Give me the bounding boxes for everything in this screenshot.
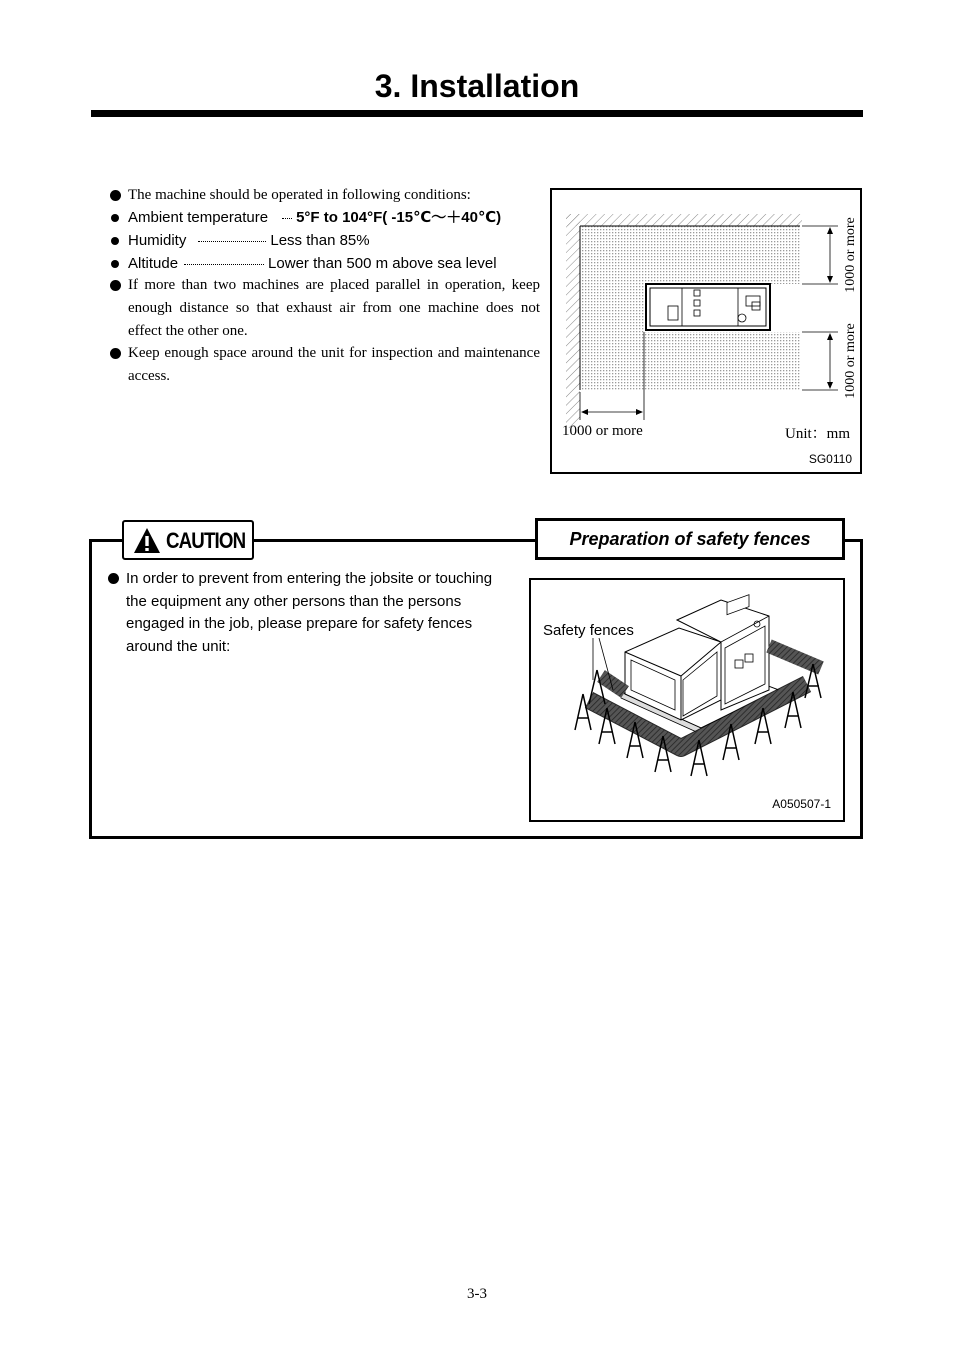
top-clearance-label: 1000 or more <box>843 217 858 293</box>
leader-dots <box>282 218 292 219</box>
bullet-dot <box>110 348 121 359</box>
leader-dots <box>184 264 264 265</box>
bullet-dot <box>108 573 119 584</box>
unit-label: Unit：mm <box>784 426 850 442</box>
page-number: 3-3 <box>467 1286 487 1302</box>
caution-badge <box>122 520 254 560</box>
humidity-value: Less than 85% <box>270 232 370 249</box>
bullet-dot <box>111 260 119 268</box>
safety-fences-label: Safety fences <box>543 622 634 639</box>
caution-text: In order to prevent from entering the jobsite or touching the equipment any other persons than the persons engaged in the job, please prepare for safety fences around the unit: <box>126 570 493 655</box>
altitude-value: Lower than 500 m above sea level <box>268 255 497 272</box>
figure-code: A050507-1 <box>772 797 831 811</box>
title-rule <box>91 110 863 117</box>
machine-outline <box>646 284 770 330</box>
caution-label: CAUTION <box>166 528 246 553</box>
clearance-drawing <box>552 190 860 472</box>
bullet-dot <box>110 280 121 291</box>
clearance-diagram <box>550 188 862 474</box>
ambient-label: Ambient temperature <box>128 209 269 226</box>
altitude-label: Altitude <box>128 255 179 272</box>
bullet-dot <box>111 214 119 222</box>
wall-top <box>566 214 802 226</box>
safety-fence-figure <box>529 578 845 822</box>
caution-heading: Preparation of safety fences <box>535 518 845 560</box>
bottom-clearance-label: 1000 or more <box>843 323 858 399</box>
left-clearance-label: 1000 or more <box>562 423 643 439</box>
warning-triangle-icon <box>132 526 162 556</box>
leader-dots <box>198 241 266 242</box>
ambient-value: 5°F to 104°F( -15℃～＋40℃) <box>296 209 502 226</box>
safety-fence-drawing <box>531 580 843 820</box>
figure-code: SG0110 <box>808 452 852 466</box>
bullet-dot <box>110 190 121 201</box>
humidity-label: Humidity <box>128 232 187 249</box>
bullet-dot <box>111 237 119 245</box>
page-title: 3. Installation <box>374 68 580 104</box>
wall-left <box>566 214 580 428</box>
